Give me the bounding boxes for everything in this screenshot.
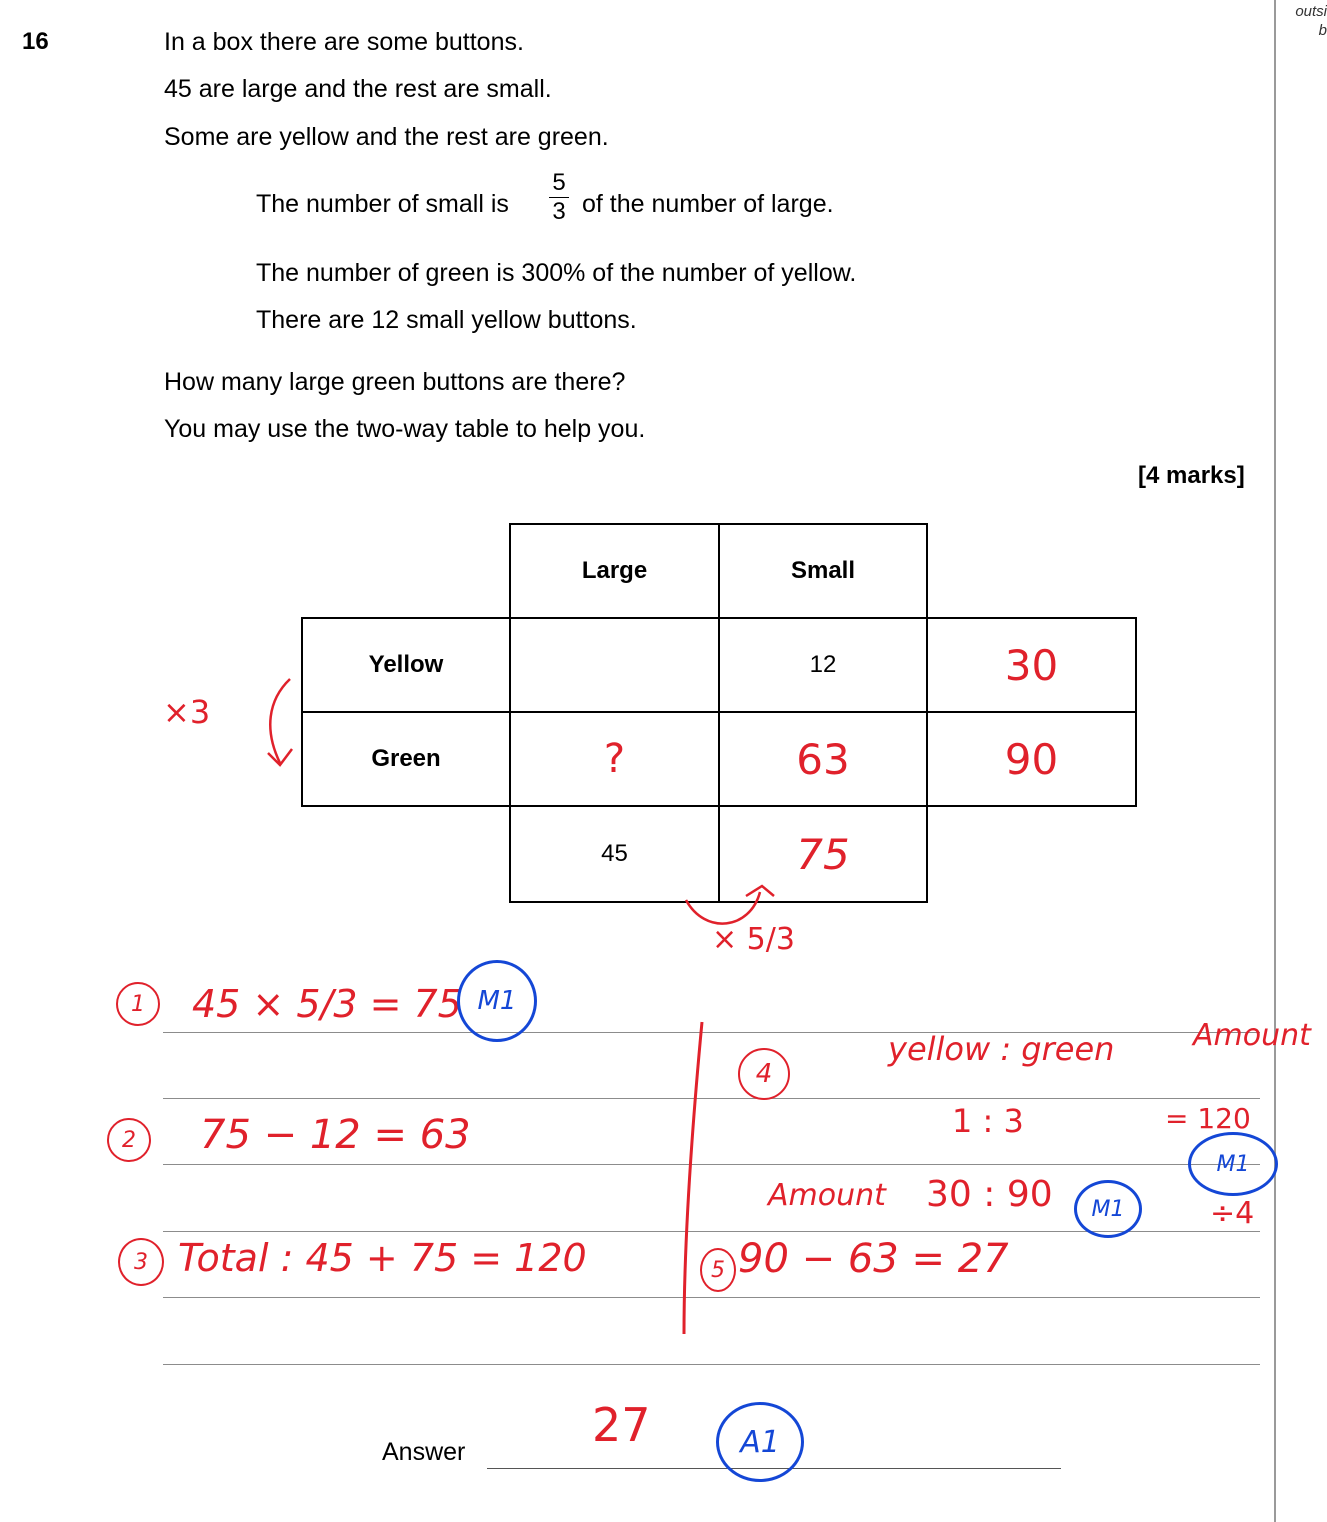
hw-divide-4: ÷4 — [1210, 1196, 1255, 1231]
hw-ratio-heading: yellow : green — [888, 1030, 1115, 1068]
margin-line — [1274, 0, 1276, 1522]
cell-green-small[interactable] — [718, 711, 928, 807]
step-1-circle: 1 — [116, 982, 160, 1026]
writing-line — [163, 1098, 1260, 1099]
question-line-2: 45 are large and the rest are small. — [164, 75, 552, 103]
hw-amount-total: = 120 — [1165, 1102, 1251, 1135]
small-statement-start: The number of small is — [256, 190, 509, 218]
cell-green-large[interactable] — [509, 711, 720, 807]
hw-yellow-total: 30 — [1004, 640, 1059, 690]
hw-times-3: ×3 — [163, 693, 211, 731]
question-number: 16 — [22, 28, 49, 55]
hw-question-mark: ? — [603, 736, 626, 782]
fraction-five-thirds — [545, 170, 573, 225]
hw-amount-heading: Amount — [1193, 1018, 1311, 1053]
cell-yellow-large[interactable] — [509, 617, 720, 713]
green-statement: The number of green is 300% of the number of yellow. — [256, 259, 857, 287]
step-3-circle: 3 — [118, 1238, 164, 1286]
mark-m1-ratio: M1 — [1074, 1180, 1142, 1238]
cell-green-total[interactable] — [926, 711, 1137, 807]
writing-line — [163, 1364, 1260, 1365]
hw-times-five-thirds: × 5/3 — [712, 922, 795, 957]
fraction-numerator: 5 — [552, 169, 566, 196]
hw-step-1: 45 × 5/3 = 75 — [192, 982, 462, 1026]
hw-step-3: Total : 45 + 75 = 120 — [178, 1236, 587, 1280]
small-statement-end: of the number of large. — [582, 190, 834, 218]
hw-ratio-values: 1 : 3 — [952, 1102, 1024, 1140]
curved-arrow-icon — [258, 675, 308, 775]
hw-green-total: 90 — [1004, 734, 1059, 784]
cell-yellow-total[interactable] — [926, 617, 1137, 713]
writing-line — [163, 1297, 1260, 1298]
cell-yellow-small[interactable]: 12 — [718, 617, 928, 713]
hw-answer: 27 — [592, 1398, 651, 1452]
row-yellow-label: Yellow — [301, 617, 511, 713]
hw-step-2: 75 − 12 = 63 — [200, 1112, 471, 1158]
hw-amount-row: 30 : 90 — [926, 1174, 1053, 1215]
mark-m1-step1: M1 — [457, 960, 537, 1042]
question-line-1: In a box there are some buttons. — [164, 28, 524, 56]
hw-divider-line — [670, 1018, 710, 1338]
question-ask: How many large green buttons are there? — [164, 368, 626, 396]
step-5-circle: 5 — [700, 1248, 736, 1292]
mark-m1-amount: M1 — [1188, 1132, 1278, 1196]
hw-green-small: 63 — [796, 734, 850, 784]
cell-total-large[interactable]: 45 — [509, 805, 720, 903]
fraction-denominator: 3 — [552, 198, 566, 225]
question-hint: You may use the two-way table to help you. — [164, 415, 646, 443]
header-large: Large — [509, 523, 720, 619]
step-4-circle: 4 — [738, 1048, 790, 1100]
yellow-statement: There are 12 small yellow buttons. — [256, 306, 637, 334]
header-small: Small — [718, 523, 928, 619]
question-line-3: Some are yellow and the rest are green. — [164, 123, 609, 151]
outside-box-note: outsi b — [1295, 3, 1327, 39]
hw-amount-row-label: Amount — [768, 1178, 886, 1213]
row-green-label: Green — [301, 711, 511, 807]
writing-line — [163, 1164, 1260, 1165]
hw-step-5: 90 − 63 = 27 — [738, 1236, 1009, 1282]
hw-total-small: 75 — [796, 829, 850, 879]
mark-a1: A1 — [716, 1402, 804, 1482]
answer-label: Answer — [382, 1438, 466, 1466]
marks-label: [4 marks] — [1138, 462, 1245, 489]
step-2-circle: 2 — [107, 1118, 151, 1162]
